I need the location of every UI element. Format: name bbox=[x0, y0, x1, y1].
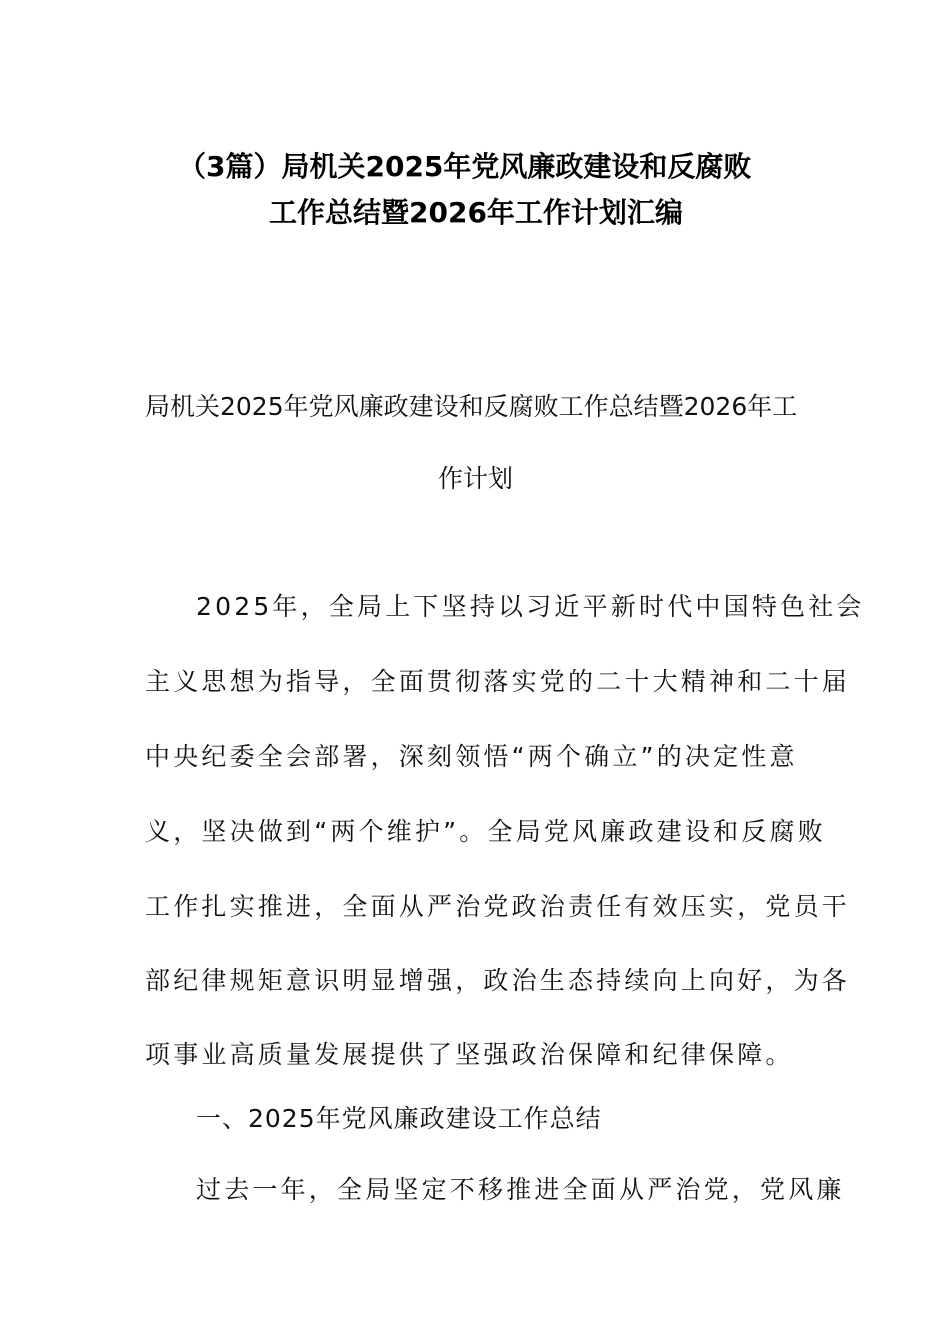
paragraph-1-line-2: 主义思想为指导，全面贯彻落实党的二十大精神和二十届 bbox=[145, 667, 851, 696]
paragraph-1-line-3: 中央纪委全会部署，深刻领悟“两个确立”的决定性意 bbox=[145, 742, 798, 771]
paragraph-1-line-4: 义，坚决做到“两个维护”。全局党风廉政建设和反腐败 bbox=[145, 817, 826, 846]
paragraph-1-line-5: 工作扎实推进，全面从严治党政治责任有效压实，党员干 bbox=[145, 892, 851, 921]
document-title-line-1: （3篇）局机关2025年党风廉政建设和反腐败 bbox=[178, 150, 752, 183]
paragraph-1-line-6: 部纪律规矩意识明显增强，政治生态持续向上向好，为各 bbox=[145, 966, 851, 995]
document-subtitle-line-1: 局机关2025年党风廉政建设和反腐败工作总结暨2026年工 bbox=[145, 392, 798, 421]
section-1-heading: 一、2025年党风廉政建设工作总结 bbox=[196, 1104, 602, 1133]
document-title-line-2: 工作总结暨2026年工作计划汇编 bbox=[269, 196, 683, 229]
paragraph-2-line-1: 过去一年，全局坚定不移推进全面从严治党，党风廉 bbox=[196, 1175, 845, 1204]
document-subtitle-line-2: 作计划 bbox=[438, 464, 514, 493]
paragraph-1-line-7: 项事业高质量发展提供了坚强政治保障和纪律保障。 bbox=[145, 1040, 794, 1069]
paragraph-1-line-1: 2025年，全局上下坚持以习近平新时代中国特色社会 bbox=[196, 592, 865, 621]
